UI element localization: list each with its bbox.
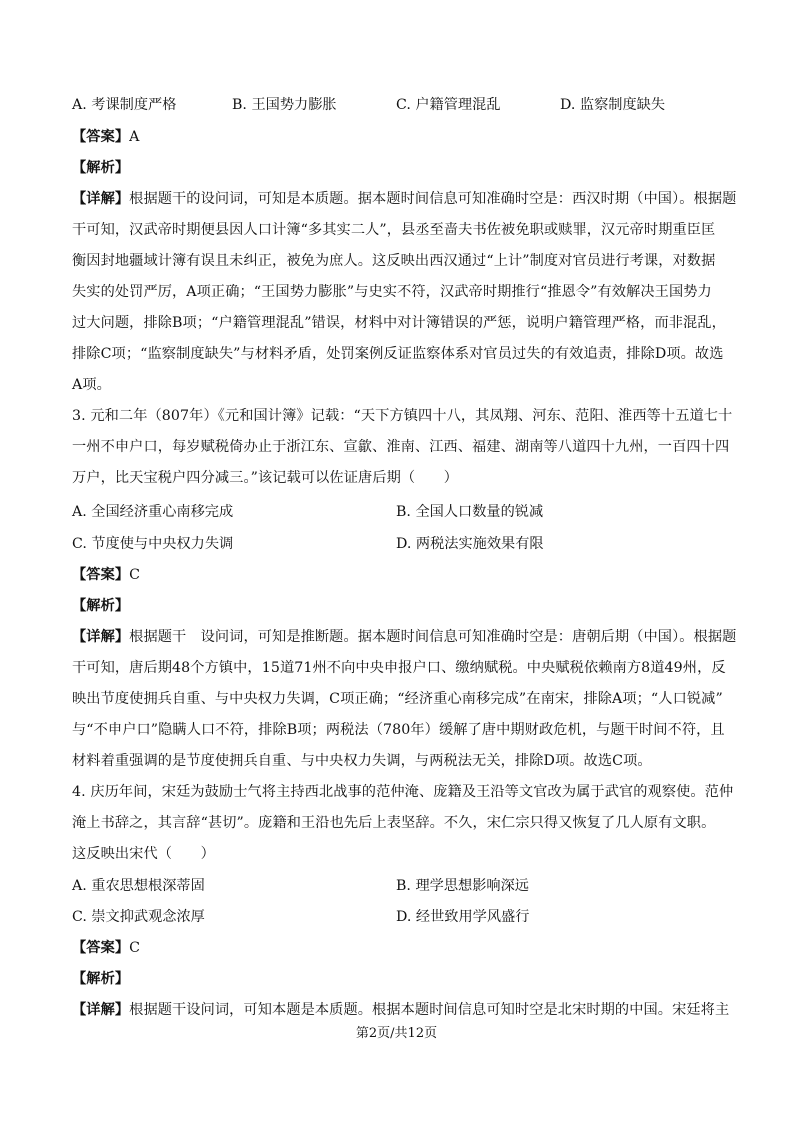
q2-detail-line: 排除C项；“监察制度缺失”与材料矛盾，处罚案例反证监察体系对官员过失的有效追责，排除D项。故选: [72, 346, 724, 362]
q2-option-a[interactable]: A. 考课制度严格: [72, 97, 177, 113]
q3-option-d[interactable]: D. 两税法实施效果有限: [396, 536, 544, 552]
q3-detail-line: 干可知，唐后期48个方镇中，15道71州不向中央申报户口、缴纳赋税。中央赋税依赖南方8道49州，反: [72, 660, 726, 676]
q3-option-b[interactable]: B. 全国人口数量的锐减: [396, 504, 544, 520]
q3-option-c[interactable]: C. 节度使与中央权力失调: [72, 536, 234, 552]
q2-answer: [72, 127, 732, 147]
q2-option-d[interactable]: D. 监察制度缺失: [560, 97, 666, 113]
q2-detail-line: 失实的处罚严厉，A项正确；“王国势力膨胀”与史实不符，汉武帝时期推行“推恩令”有效解决王国势力: [72, 284, 712, 300]
q4-option-a[interactable]: A. 重农思想根深蒂固: [72, 878, 205, 894]
q2-detail-line: 过大问题，排除B项；“户籍管理混乱”错误，材料中对计簿错误的严惩，说明户籍管理严格，而非混乱，: [72, 315, 726, 331]
q3-option-a[interactable]: A. 全国经济重心南移完成: [72, 504, 234, 520]
q4-detail-line: [72, 1000, 732, 1020]
q3-detail-line: 与“不申户口”隐瞒人口不符，排除B项；两税法（780年）缓解了唐中期财政危机，与题干时间不符，且: [72, 722, 725, 738]
analysis-label: 【解析】: [72, 598, 130, 614]
detail-label: 【详解】: [72, 1002, 130, 1018]
answer-value: C: [129, 567, 141, 583]
q4-option-c[interactable]: C. 崇文抑武观念浓厚: [72, 909, 205, 925]
q3-answer: [72, 565, 732, 585]
q2-analysis-heading: [72, 158, 732, 178]
q4-stem-line: 淹上书辞之，其言辞“甚切”。庞籍和王沿也先后上表坚辞。不久，宋仁宗只得又恢复了几人原有文职。: [72, 815, 716, 831]
answer-value: C: [129, 940, 141, 956]
q2-detail-line: 衡因封地疆域计簿有误且未纠正，被免为庶人。这反映出西汉通过“上计”制度对官员进行考课，对数据: [72, 253, 716, 269]
q2-detail-line: A项。: [72, 377, 111, 393]
q3-detail-line: 材料着重强调的是节度使拥兵自重、与中央权力失调，与两税法无关，排除D项。故选C项。: [72, 753, 652, 769]
detail-label: 【详解】: [72, 191, 130, 207]
q4-option-b[interactable]: B. 理学思想影响深远: [396, 878, 529, 894]
detail-text: 根据题干设问词，可知本题是本质题。根据本题时间信息可知时空是北宋时期的中国。宋廷将主: [129, 1002, 730, 1018]
q4-analysis-heading: [72, 969, 732, 989]
answer-label: 【答案】: [72, 129, 130, 145]
q2-detail-line: [72, 189, 737, 209]
q3-stem-line: 3. 元和二年（807年）《元和国计簿》记载：“天下方镇四十八，其凤翔、河东、范阳、淮西等十五道七十: [72, 408, 733, 424]
q4-stem-line: 4. 庆历年间，宋廷为鼓励士气将主持西北战事的范仲淹、庞籍及王沿等文官改为属于武官的观察使。范仲: [72, 784, 734, 800]
analysis-label: 【解析】: [72, 971, 130, 987]
q3-detail-line: 映出节度使拥兵自重、与中央权力失调，C项正确；“经济重心南移完成”在南宋，排除A项；“人口锐减”: [72, 691, 723, 707]
q4-answer: [72, 938, 732, 958]
answer-label: 【答案】: [72, 940, 130, 956]
q3-analysis-heading: [72, 596, 732, 616]
detail-label: 【详解】: [72, 629, 130, 645]
q4-option-d[interactable]: D. 经世致用学风盛行: [396, 909, 530, 925]
detail-text: 根据题干的设问词，可知是本质题。据本题时间信息可知准确时空是：西汉时期（中国）。根据题: [129, 191, 737, 207]
page-footer: 第2页/共12页: [355, 1026, 438, 1041]
answer-value: A: [129, 129, 140, 145]
q2-option-c[interactable]: C. 户籍管理混乱: [396, 97, 501, 113]
q2-detail-line: 干可知，汉武帝时期便县因人口计簿“多其实二人”，县丞至啬夫书佐被免职或赎罪，汉元帝时期重臣匡: [72, 222, 716, 238]
q3-stem-line: 万户，比天宝税户四分减三。”该记载可以佐证唐后期（ ）: [72, 470, 459, 486]
q2-option-b[interactable]: B. 王国势力膨胀: [232, 97, 337, 113]
q3-detail-line: [72, 627, 737, 647]
q4-stem-line: 这反映出宋代（ ）: [72, 846, 215, 862]
detail-text: 根据题干 设问词，可知是推断题。据本题时间信息可知准确时空是：唐朝后期（中国）。根据题: [129, 629, 737, 645]
q3-stem-line: 一州不申户口，每岁赋税倚办止于浙江东、宣歙、淮南、江西、福建、湖南等八道四十九州，一百四十四: [72, 439, 730, 455]
answer-label: 【答案】: [72, 567, 130, 583]
analysis-label: 【解析】: [72, 160, 130, 176]
